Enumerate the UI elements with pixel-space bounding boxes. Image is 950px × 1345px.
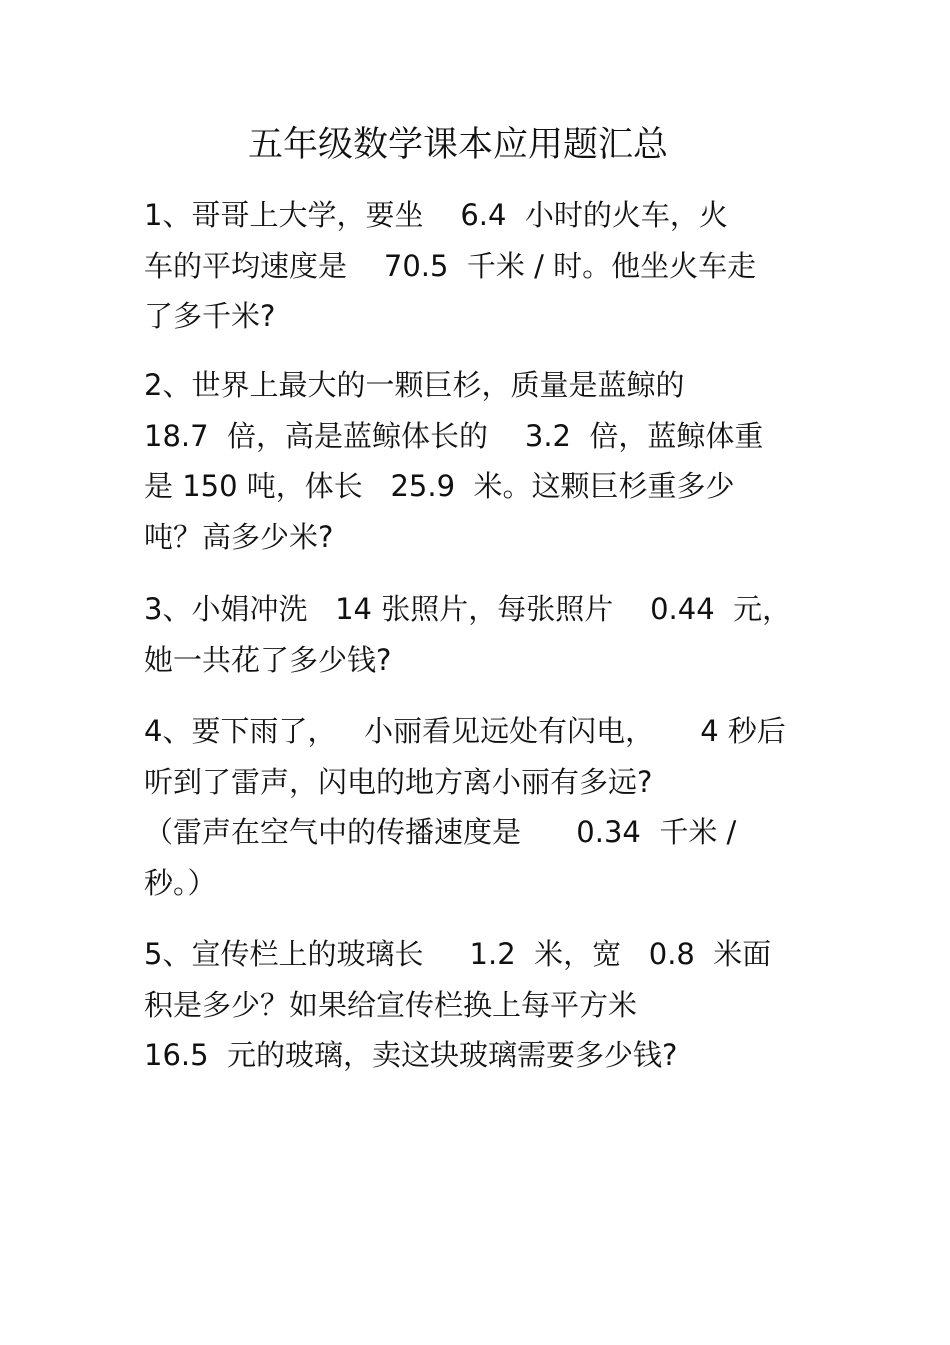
problem-line: 车的平均速度是 70.5 千米 / 时。他坐火车走 <box>144 248 757 283</box>
problem-4 <box>144 706 824 908</box>
problem-line: 16.5 元的玻璃，卖这块玻璃需要多少钱? <box>144 1038 678 1072</box>
problem-5 <box>144 929 824 1081</box>
problem-line: 2、世界上最大的一颗巨杉，质量是蓝鲸的 <box>144 368 685 402</box>
problem-3 <box>144 584 824 685</box>
problem-line: 5、宣传栏上的玻璃长 1.2 米，宽 0.8 米面 <box>144 937 772 971</box>
problem-line: 秒。） <box>144 865 217 900</box>
problem-line: 吨？高多少米? <box>144 519 334 554</box>
problem-line: 是 150 吨，体长 25.9 米。这颗巨杉重多少 <box>144 469 735 503</box>
problem-line: （雷声在空气中的传播速度是 0.34 千米 / <box>144 815 737 849</box>
problem-line: 听到了雷声，闪电的地方离小丽有多远? <box>144 764 653 799</box>
page-title: 五年级数学课本应用题汇总 <box>247 125 668 165</box>
problem-line: 积是多少？如果给宣传栏换上每平方米 <box>144 987 638 1022</box>
problem-line: 4、要下雨了， 小丽看见远处有闪电， 4 秒后 <box>144 714 786 748</box>
problem-line: 1、哥哥上大学，要坐 6.4 小时的火车，火 <box>144 198 728 232</box>
problem-line: 3、小娟冲洗 14 张照片，每张照片 0.44 元， <box>144 592 792 626</box>
problem-2 <box>144 360 824 562</box>
problem-1 <box>144 190 824 342</box>
problem-line: 她一共花了多少钱? <box>144 642 392 677</box>
problem-line: 了多千米? <box>144 299 276 333</box>
problem-line: 18.7 倍，高是蓝鲸体长的 3.2 倍，蓝鲸体重 <box>144 418 764 453</box>
